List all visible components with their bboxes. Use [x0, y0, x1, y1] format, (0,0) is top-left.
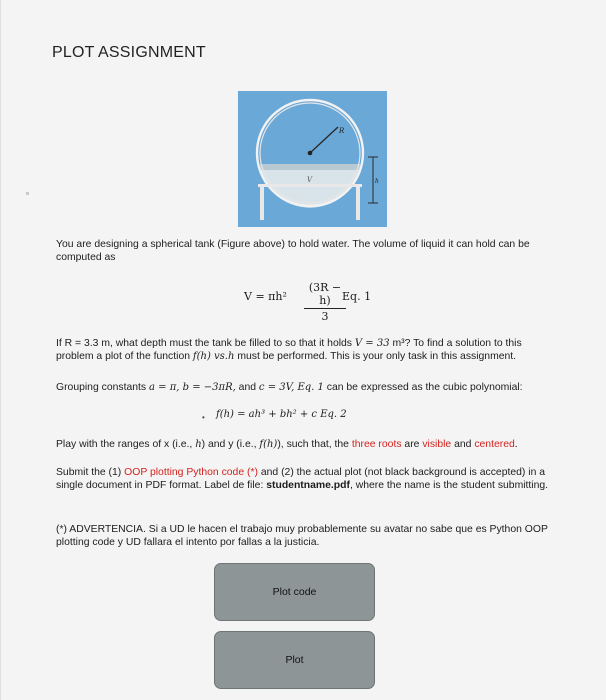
three-roots-text: three roots	[351, 439, 402, 450]
grouping-text-c: can be expressed as the cubic polynomial:	[323, 382, 523, 393]
eq1-tag: Eq. 1	[342, 290, 372, 303]
plot-code-label: Plot code	[272, 586, 317, 598]
volume-label: V	[307, 176, 313, 184]
grouping-text-a: Grouping constants	[56, 382, 149, 393]
tank-diagram	[238, 91, 387, 227]
play-text-f: .	[514, 439, 518, 450]
question-volume: V = 33	[354, 338, 390, 349]
play-text-e: and	[451, 439, 475, 450]
play-text-b: ) and y (i.e.,	[201, 439, 260, 450]
tank-support-beam	[258, 184, 362, 187]
grouping-c: c = 3V, Eq. 1	[258, 382, 324, 393]
liquid-surface	[260, 164, 360, 170]
radius-label: R	[339, 127, 345, 135]
play-x-var: h	[195, 439, 202, 450]
grouping-constants: a = π, b = −3πR,	[149, 382, 236, 393]
grouping-paragraph	[56, 381, 556, 394]
submit-paragraph	[56, 466, 561, 492]
question-text-a: If R = 3.3 m, what depth must the tank be filled to so that it holds	[56, 338, 355, 349]
submit-text-c: , where the name is the student submitting.	[349, 480, 549, 491]
play-text-d: are	[401, 439, 423, 450]
eq1-fraction	[304, 281, 346, 323]
submit-text-a: Submit the (1)	[56, 467, 125, 478]
play-y-var: f(h)	[259, 439, 278, 450]
page-title: PLOT ASSIGNMENT	[52, 44, 206, 61]
grouping-text-b: and	[235, 382, 259, 393]
question-text-c: must be performed. This is your only task in this assignment.	[234, 351, 517, 362]
spherical-tank-figure	[238, 91, 387, 227]
intro-paragraph: You are designing a spherical tank (Figure above) to hold water. The volume of liquid it can hold can be computed as	[56, 239, 530, 263]
plot-code-button[interactable]	[214, 563, 375, 621]
question-function: f(h) vs.h	[192, 351, 235, 362]
question-paragraph	[56, 337, 556, 363]
radius-line	[310, 127, 338, 153]
filename-text: studentname.pdf	[266, 480, 350, 491]
eq1-numerator: (3R − h)	[304, 281, 346, 309]
margin-mark	[26, 192, 29, 195]
center-dot	[308, 151, 313, 156]
plot-label: Plot	[285, 654, 304, 666]
question-unit: m³	[389, 338, 405, 349]
tank-leg-left	[260, 186, 264, 220]
eq1-denominator: 3	[321, 310, 329, 323]
question-text-b: ? To find a solution to this problem a plot of the function	[56, 338, 522, 362]
bullet-dot: •	[202, 413, 205, 422]
play-text-a: Play with the ranges of x (i.e.,	[56, 439, 196, 450]
equation-2: f(h) = ah³ + bh² + c Eq. 2	[216, 409, 347, 420]
visible-text: visible	[422, 439, 452, 450]
tank-leg-right	[356, 186, 360, 220]
warning-paragraph: (*) ADVERTENCIA. Si a UD le hacen el trabajo muy probablemente su avatar no sabe que es Python OOP plotting code y UD fallara el intento por fallas a la justicia.	[56, 524, 548, 548]
height-label: h	[375, 178, 379, 185]
play-text-c: ), such that, the	[277, 439, 352, 450]
eq1-lhs: V = πh²	[244, 290, 287, 303]
play-paragraph	[56, 438, 556, 451]
oop-code-text: OOP plotting Python code (*)	[124, 467, 258, 478]
centered-text: centered	[474, 439, 515, 450]
submit-text-b: and (2) the actual plot (not black background is accepted) in a single document in PDF format. Label de file:	[56, 467, 546, 491]
plot-button[interactable]	[214, 631, 375, 689]
